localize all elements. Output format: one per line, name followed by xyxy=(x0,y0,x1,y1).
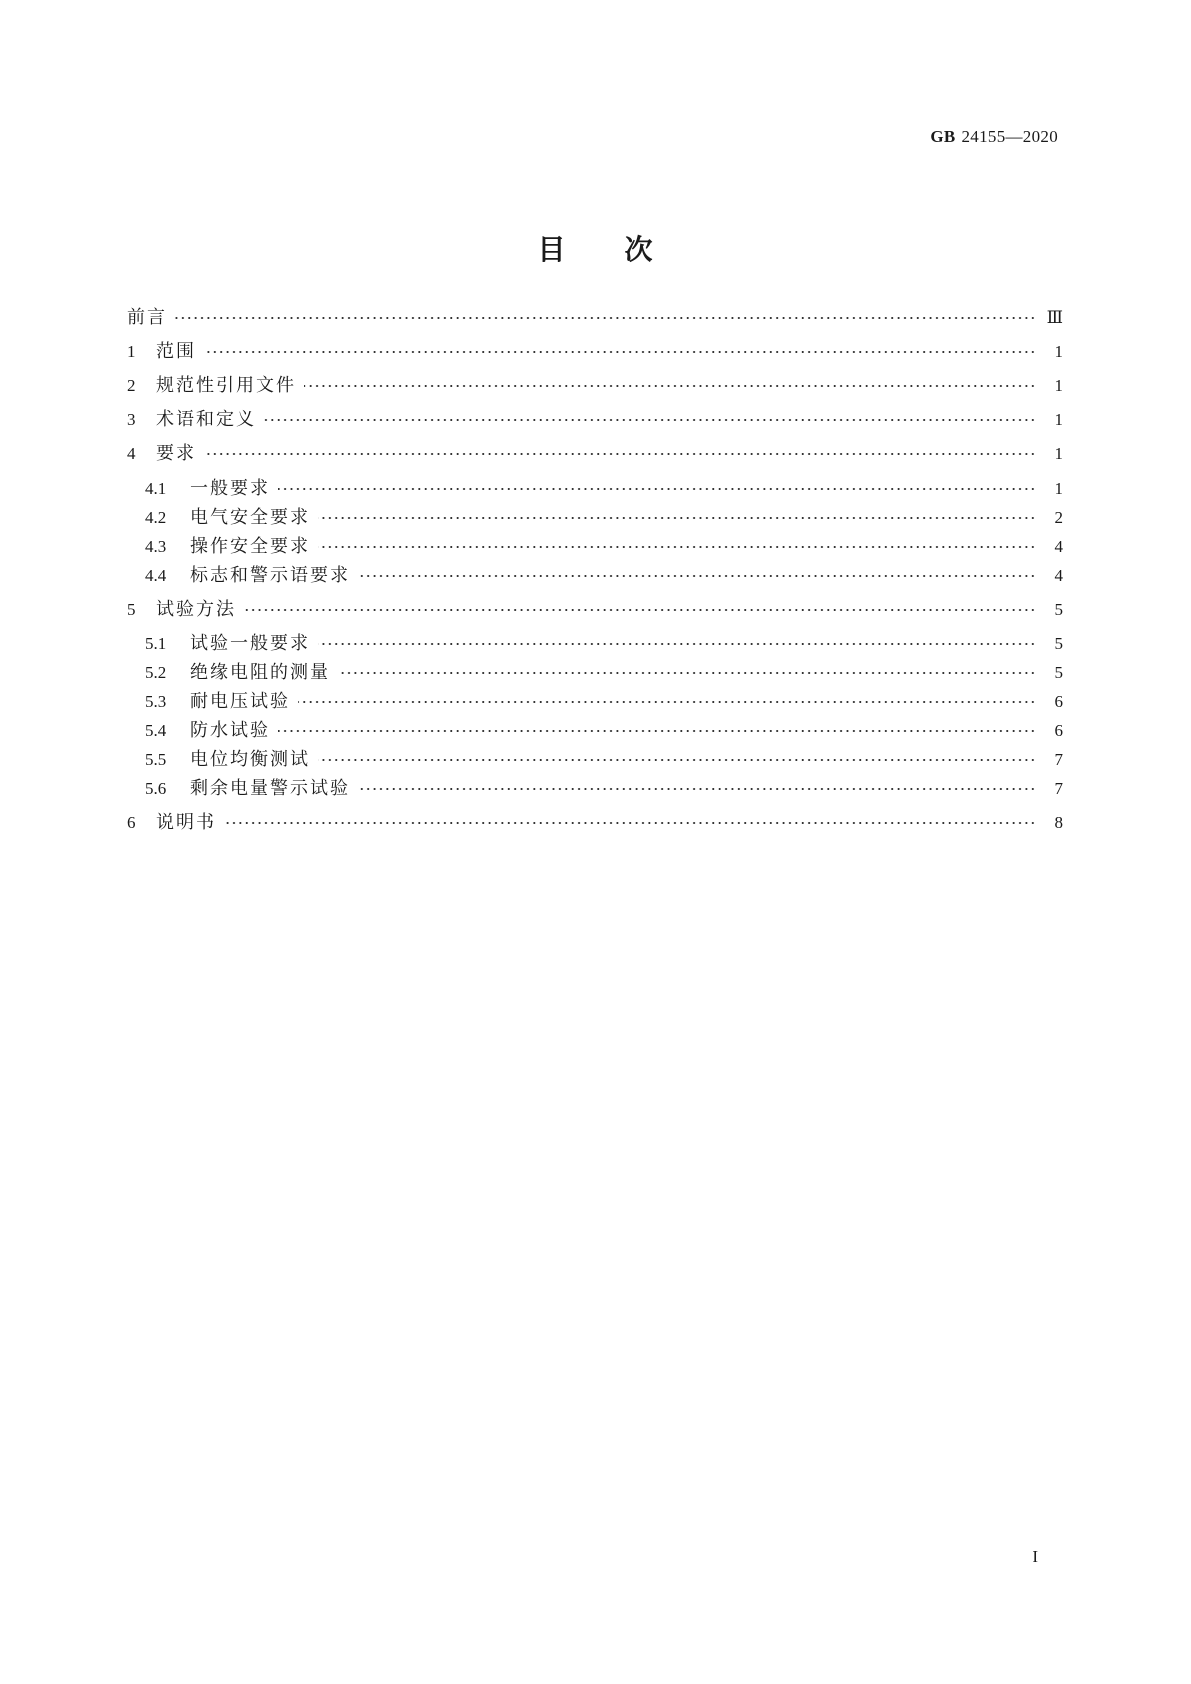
toc-section-title: 前言 xyxy=(127,307,167,328)
toc-page-number: 8 xyxy=(1054,813,1063,832)
toc-dot-leader xyxy=(358,782,1036,796)
toc-page-number: 4 xyxy=(1054,566,1063,585)
toc-page-number: 5 xyxy=(1054,663,1063,682)
toc-entry[interactable] xyxy=(0,407,1191,433)
toc-section-title: 范围 xyxy=(156,341,196,362)
toc-section-number: 4.3 xyxy=(145,537,167,556)
toc-page-number: 1 xyxy=(1054,444,1063,463)
toc-section-number: 1 xyxy=(127,342,136,361)
toc-page-number: 1 xyxy=(1054,342,1063,361)
toc-page-number: 7 xyxy=(1054,750,1063,769)
toc-entry[interactable] xyxy=(0,747,1191,773)
toc-entry[interactable] xyxy=(0,718,1191,744)
toc-dot-leader xyxy=(318,637,1036,651)
toc-page-number: 5 xyxy=(1054,634,1063,653)
toc-dot-leader xyxy=(264,413,1036,427)
toc-section-title: 操作安全要求 xyxy=(190,536,310,557)
title-char-2: 次 xyxy=(624,233,654,266)
toc-section-title: 剩余电量警示试验 xyxy=(190,778,350,799)
toc-dot-leader xyxy=(224,816,1036,830)
toc-section-title: 绝缘电阻的测量 xyxy=(190,662,330,683)
standard-prefix: GB xyxy=(930,127,956,146)
toc-dot-leader xyxy=(244,603,1036,617)
toc-dot-leader xyxy=(338,666,1036,680)
toc-entry[interactable] xyxy=(0,476,1191,502)
toc-section-title: 要求 xyxy=(156,443,196,464)
toc-entry[interactable] xyxy=(0,776,1191,802)
toc-page-number: Ⅲ xyxy=(1046,308,1063,327)
toc-page-number: 7 xyxy=(1054,779,1063,798)
toc-section-number: 2 xyxy=(127,376,136,395)
toc-section-title: 电位均衡测试 xyxy=(190,749,310,770)
title-char-1: 目 xyxy=(537,233,567,266)
toc-entry[interactable] xyxy=(0,689,1191,715)
toc-section-title: 术语和定义 xyxy=(156,409,256,430)
toc-section-number: 4.2 xyxy=(145,508,167,527)
toc-dot-leader xyxy=(318,540,1036,554)
toc-section-number: 5 xyxy=(127,600,136,619)
toc-section-number: 4.4 xyxy=(145,566,167,585)
toc-dot-leader xyxy=(304,379,1036,393)
toc-section-title: 试验方法 xyxy=(156,599,236,620)
toc-entry[interactable] xyxy=(0,373,1191,399)
toc-dot-leader xyxy=(204,447,1036,461)
toc-section-title: 试验一般要求 xyxy=(190,633,310,654)
toc-section-title: 说明书 xyxy=(156,812,216,833)
toc-section-number: 6 xyxy=(127,813,136,832)
toc-entry[interactable] xyxy=(0,505,1191,531)
toc-entry[interactable] xyxy=(0,631,1191,657)
toc-page-number: 4 xyxy=(1054,537,1063,556)
toc-entry[interactable] xyxy=(0,597,1191,623)
toc-section-number: 4.1 xyxy=(145,479,167,498)
toc-section-title: 电气安全要求 xyxy=(190,507,310,528)
toc-dot-leader xyxy=(318,753,1036,767)
toc-section-title: 耐电压试验 xyxy=(190,691,290,712)
toc-page-number: 1 xyxy=(1054,410,1063,429)
toc-section-title: 一般要求 xyxy=(190,478,270,499)
toc-section-number: 5.1 xyxy=(145,634,167,653)
toc-page-number: 6 xyxy=(1054,721,1063,740)
toc-entry[interactable] xyxy=(0,660,1191,686)
toc-dot-leader xyxy=(298,695,1036,709)
toc-section-number: 5.3 xyxy=(145,692,167,711)
toc-page-number: 6 xyxy=(1054,692,1063,711)
toc-entry[interactable] xyxy=(0,339,1191,365)
toc-section-title: 标志和警示语要求 xyxy=(190,565,350,586)
toc-section-number: 5.5 xyxy=(145,750,167,769)
page-number: I xyxy=(1032,1547,1038,1566)
toc-page-number: 2 xyxy=(1054,508,1063,527)
toc-entry[interactable] xyxy=(0,441,1191,467)
toc-dot-leader xyxy=(278,482,1036,496)
toc-section-number: 4 xyxy=(127,444,136,463)
toc-section-number: 5.6 xyxy=(145,779,167,798)
toc-entry[interactable] xyxy=(0,563,1191,589)
toc-page-number: 1 xyxy=(1054,376,1063,395)
toc-page-number: 1 xyxy=(1054,479,1063,498)
toc-entry[interactable] xyxy=(0,534,1191,560)
toc-dot-leader xyxy=(204,345,1036,359)
toc-section-number: 5.2 xyxy=(145,663,167,682)
toc-dot-leader xyxy=(175,311,1036,325)
toc-entry[interactable] xyxy=(0,305,1191,331)
toc-section-number: 5.4 xyxy=(145,721,167,740)
toc-dot-leader xyxy=(358,569,1036,583)
toc-section-title: 规范性引用文件 xyxy=(156,375,296,396)
toc-section-number: 3 xyxy=(127,410,136,429)
toc-dot-leader xyxy=(318,511,1036,525)
toc-page-number: 5 xyxy=(1054,600,1063,619)
toc-entry[interactable] xyxy=(0,810,1191,836)
toc-section-title: 防水试验 xyxy=(190,720,270,741)
toc-dot-leader xyxy=(278,724,1036,738)
standard-number: 24155—2020 xyxy=(961,127,1058,146)
